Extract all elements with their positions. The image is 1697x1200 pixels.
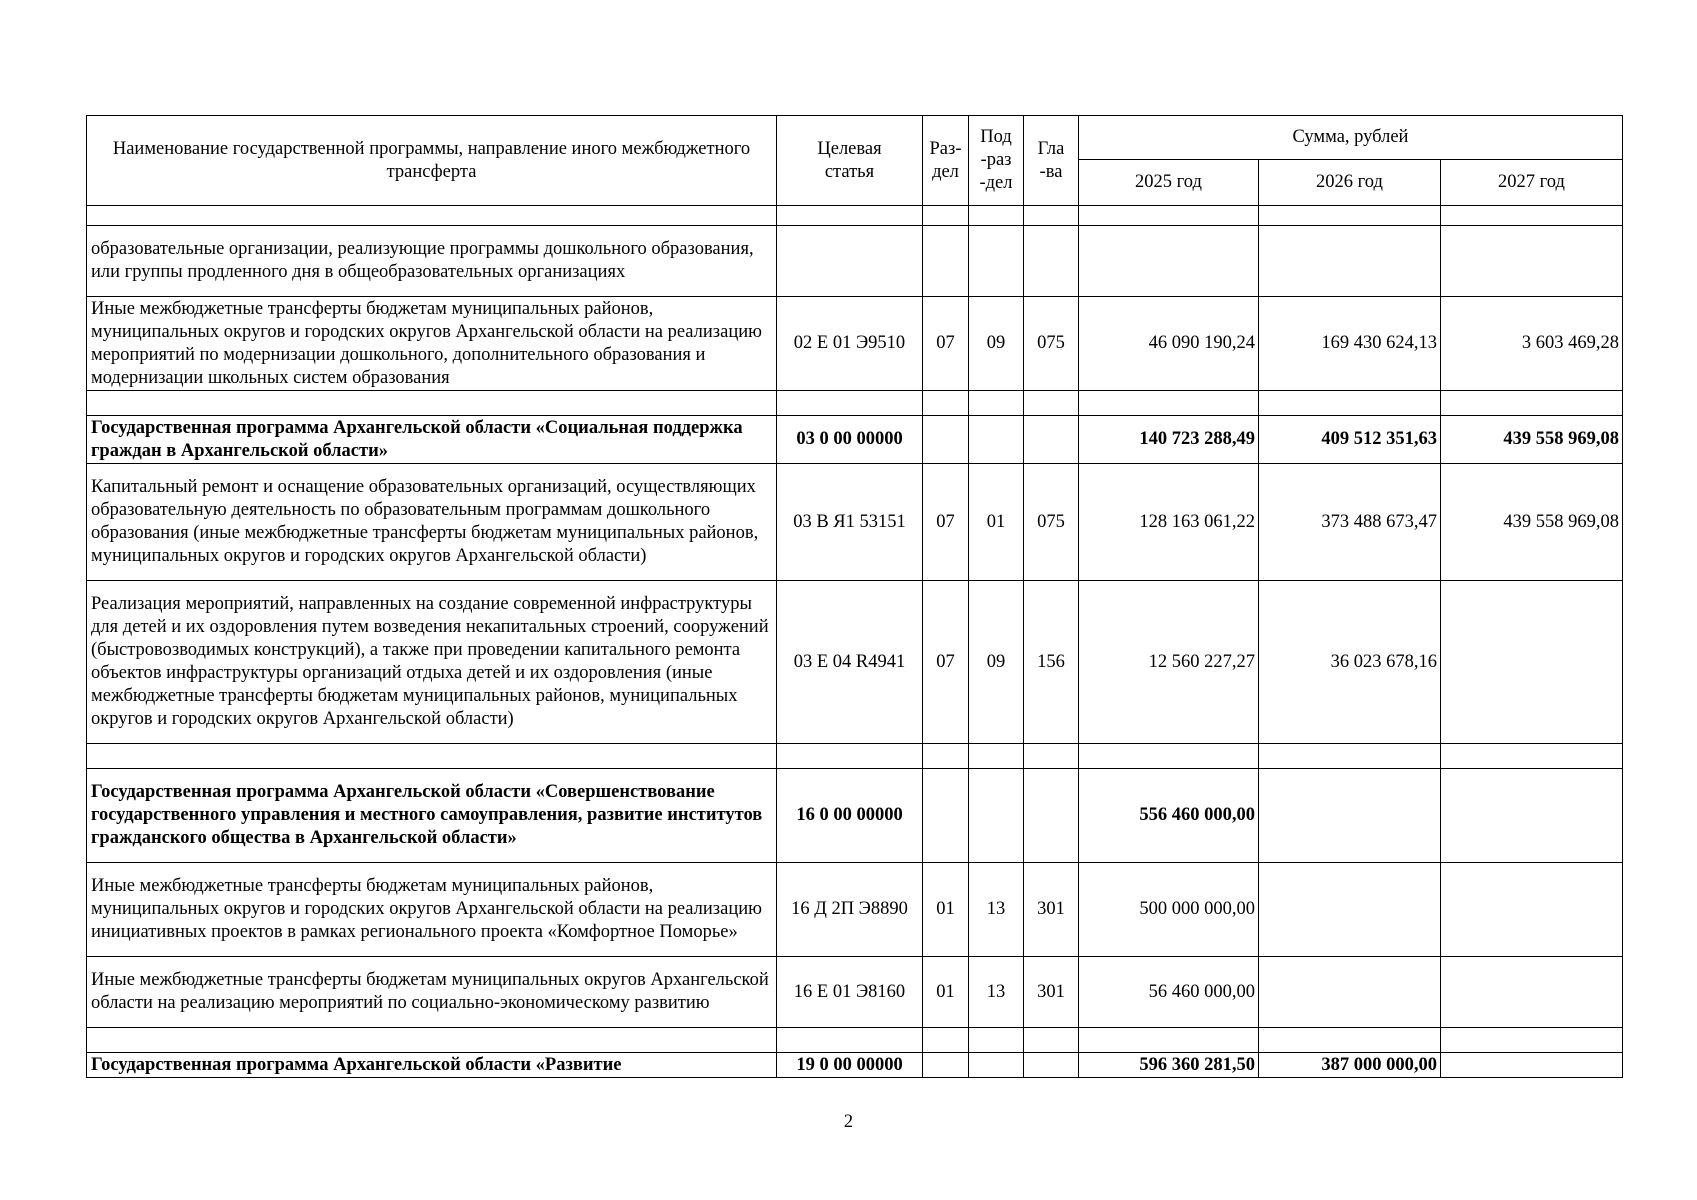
row-target: 02 Е 01 Э9510 <box>777 297 923 391</box>
row-2026 <box>1259 1028 1441 1053</box>
header-year-2025: 2025 год <box>1079 160 1259 206</box>
program-row <box>87 769 1623 863</box>
row-name: Государственная программа Архангельской области «Социальная поддержка граждан в Архангельской области» <box>87 416 777 464</box>
row-2027 <box>1441 1053 1623 1078</box>
row-2025 <box>1079 226 1259 297</box>
row-2026 <box>1259 391 1441 416</box>
row-target: 03 В Я1 53151 <box>777 464 923 581</box>
row-chapter: 301 <box>1024 863 1079 957</box>
row-chapter: 156 <box>1024 581 1079 744</box>
row-name: Капитальный ремонт и оснащение образовательных организаций, осуществляющих образовательную деятельность по образовательным программам дошкольного образования (иные межбюджетные трансферты бюджетам муниципальных районов, муниципальных округов и городских округов Архангельской области) <box>87 464 777 581</box>
row-2027 <box>1441 957 1623 1028</box>
row-name: образовательные организации, реализующие программы дошкольного образования, или группы продленного дня в общеобразовательных организациях <box>87 226 777 297</box>
row-target: 03 0 00 00000 <box>777 416 923 464</box>
row-2025 <box>1079 1028 1259 1053</box>
row-2026: 169 430 624,13 <box>1259 297 1441 391</box>
budget-table <box>86 115 1623 1078</box>
table-row <box>87 863 1623 957</box>
col-number <box>923 206 969 226</box>
col-number <box>87 206 777 226</box>
row-2026: 387 000 000,00 <box>1259 1053 1441 1078</box>
row-section <box>923 391 969 416</box>
program-row <box>87 1053 1623 1078</box>
row-section: 07 <box>923 581 969 744</box>
row-chapter <box>1024 744 1079 769</box>
page-number: 2 <box>843 1112 854 1132</box>
row-section <box>923 744 969 769</box>
row-subsection <box>969 769 1024 863</box>
row-subsection <box>969 226 1024 297</box>
row-2026 <box>1259 957 1441 1028</box>
header-chapter-text: Гла-ва <box>1037 138 1065 182</box>
header-subsection <box>969 116 1024 206</box>
row-target <box>777 1028 923 1053</box>
row-2026: 409 512 351,63 <box>1259 416 1441 464</box>
program-row <box>87 416 1623 464</box>
row-name: Иные межбюджетные трансферты бюджетам муниципальных районов, муниципальных округов и городских округов Архангельской области на реализацию мероприятий по модернизации дошкольного, дополнительного образования и модернизации школьных систем образования <box>87 297 777 391</box>
header-target: Целевая статья <box>777 116 923 206</box>
row-name <box>87 391 777 416</box>
row-section: 01 <box>923 957 969 1028</box>
col-number <box>1441 206 1623 226</box>
row-2027 <box>1441 769 1623 863</box>
header-section-text: Раз-дел <box>929 138 962 182</box>
column-number-row <box>87 206 1623 226</box>
row-2027: 3 603 469,28 <box>1441 297 1623 391</box>
row-name: Реализация мероприятий, направленных на создание современной инфраструктуры для детей и их оздоровления путем возведения некапитальных строений, сооружений (быстровозводимых конструкций), а также при проведении капитального ремонта объектов инфраструктуры организаций отдыха детей и их оздоровления (иные межбюджетные трансферты бюджетам муниципальных районов, муниципальных округов и городских округов Архангельской области) <box>87 581 777 744</box>
row-chapter: 301 <box>1024 957 1079 1028</box>
row-2027 <box>1441 581 1623 744</box>
row-2026: 373 488 673,47 <box>1259 464 1441 581</box>
row-chapter: 075 <box>1024 297 1079 391</box>
row-2025 <box>1079 744 1259 769</box>
row-2025: 140 723 288,49 <box>1079 416 1259 464</box>
row-2027 <box>1441 391 1623 416</box>
row-2025: 556 460 000,00 <box>1079 769 1259 863</box>
row-subsection: 01 <box>969 464 1024 581</box>
row-section <box>923 226 969 297</box>
row-name: Иные межбюджетные трансферты бюджетам муниципальных районов, муниципальных округов и городских округов Архангельской области на реализацию инициативных проектов в рамках регионального проекта «Комфортное Поморье» <box>87 863 777 957</box>
row-name: Государственная программа Архангельской области «Развитие <box>87 1053 777 1078</box>
row-target: 03 Е 04 R4941 <box>777 581 923 744</box>
row-section <box>923 1053 969 1078</box>
row-2026 <box>1259 769 1441 863</box>
row-subsection <box>969 391 1024 416</box>
row-chapter <box>1024 769 1079 863</box>
row-section: 07 <box>923 464 969 581</box>
row-2025: 128 163 061,22 <box>1079 464 1259 581</box>
table-row <box>87 957 1623 1028</box>
header-sum: Сумма, рублей <box>1079 116 1623 160</box>
row-section <box>923 416 969 464</box>
row-section: 07 <box>923 297 969 391</box>
col-number <box>1079 206 1259 226</box>
row-chapter <box>1024 416 1079 464</box>
table-header <box>87 116 1623 226</box>
row-target <box>777 744 923 769</box>
row-2027: 439 558 969,08 <box>1441 464 1623 581</box>
row-2025: 596 360 281,50 <box>1079 1053 1259 1078</box>
spacer-row <box>87 391 1623 416</box>
row-2026 <box>1259 863 1441 957</box>
table-row <box>87 464 1623 581</box>
row-target: 19 0 00 00000 <box>777 1053 923 1078</box>
header-year-2027: 2027 год <box>1441 160 1623 206</box>
row-chapter <box>1024 226 1079 297</box>
row-subsection <box>969 1053 1024 1078</box>
row-section: 01 <box>923 863 969 957</box>
table-row <box>87 581 1623 744</box>
col-number <box>969 206 1024 226</box>
row-2025: 56 460 000,00 <box>1079 957 1259 1028</box>
col-number <box>1024 206 1079 226</box>
row-chapter <box>1024 1028 1079 1053</box>
spacer-row <box>87 1028 1623 1053</box>
row-subsection: 09 <box>969 581 1024 744</box>
header-name: Наименование государственной программы, направление иного межбюджетного трансферта <box>87 116 777 206</box>
row-target <box>777 226 923 297</box>
row-2025: 500 000 000,00 <box>1079 863 1259 957</box>
row-subsection <box>969 416 1024 464</box>
row-name <box>87 1028 777 1053</box>
header-subsection-text: Под-раз-дел <box>979 127 1013 193</box>
row-name: Иные межбюджетные трансферты бюджетам муниципальных округов Архангельской области на реализацию мероприятий по социально-экономическому развитию <box>87 957 777 1028</box>
table-body <box>87 226 1623 1078</box>
row-section <box>923 1028 969 1053</box>
header-section <box>923 116 969 206</box>
row-2026 <box>1259 744 1441 769</box>
table-row <box>87 226 1623 297</box>
row-name <box>87 744 777 769</box>
col-number <box>777 206 923 226</box>
row-name: Государственная программа Архангельской области «Совершенствование государственного управления и местного самоуправления, развитие институтов гражданского общества в Архангельской области» <box>87 769 777 863</box>
row-2027 <box>1441 863 1623 957</box>
row-2025 <box>1079 391 1259 416</box>
row-2025: 46 090 190,24 <box>1079 297 1259 391</box>
row-chapter: 075 <box>1024 464 1079 581</box>
row-target: 16 Д 2П Э8890 <box>777 863 923 957</box>
row-section <box>923 769 969 863</box>
row-chapter <box>1024 391 1079 416</box>
row-subsection: 13 <box>969 863 1024 957</box>
row-chapter <box>1024 1053 1079 1078</box>
row-target: 16 Е 01 Э8160 <box>777 957 923 1028</box>
header-year-2026: 2026 год <box>1259 160 1441 206</box>
row-2027 <box>1441 744 1623 769</box>
row-2027 <box>1441 226 1623 297</box>
col-number <box>1259 206 1441 226</box>
row-subsection <box>969 1028 1024 1053</box>
row-target <box>777 391 923 416</box>
row-2026 <box>1259 226 1441 297</box>
row-2027 <box>1441 1028 1623 1053</box>
spacer-row <box>87 744 1623 769</box>
row-2026: 36 023 678,16 <box>1259 581 1441 744</box>
row-subsection: 09 <box>969 297 1024 391</box>
row-subsection <box>969 744 1024 769</box>
row-target: 16 0 00 00000 <box>777 769 923 863</box>
row-subsection: 13 <box>969 957 1024 1028</box>
row-2027: 439 558 969,08 <box>1441 416 1623 464</box>
header-chapter <box>1024 116 1079 206</box>
table-row <box>87 297 1623 391</box>
row-2025: 12 560 227,27 <box>1079 581 1259 744</box>
